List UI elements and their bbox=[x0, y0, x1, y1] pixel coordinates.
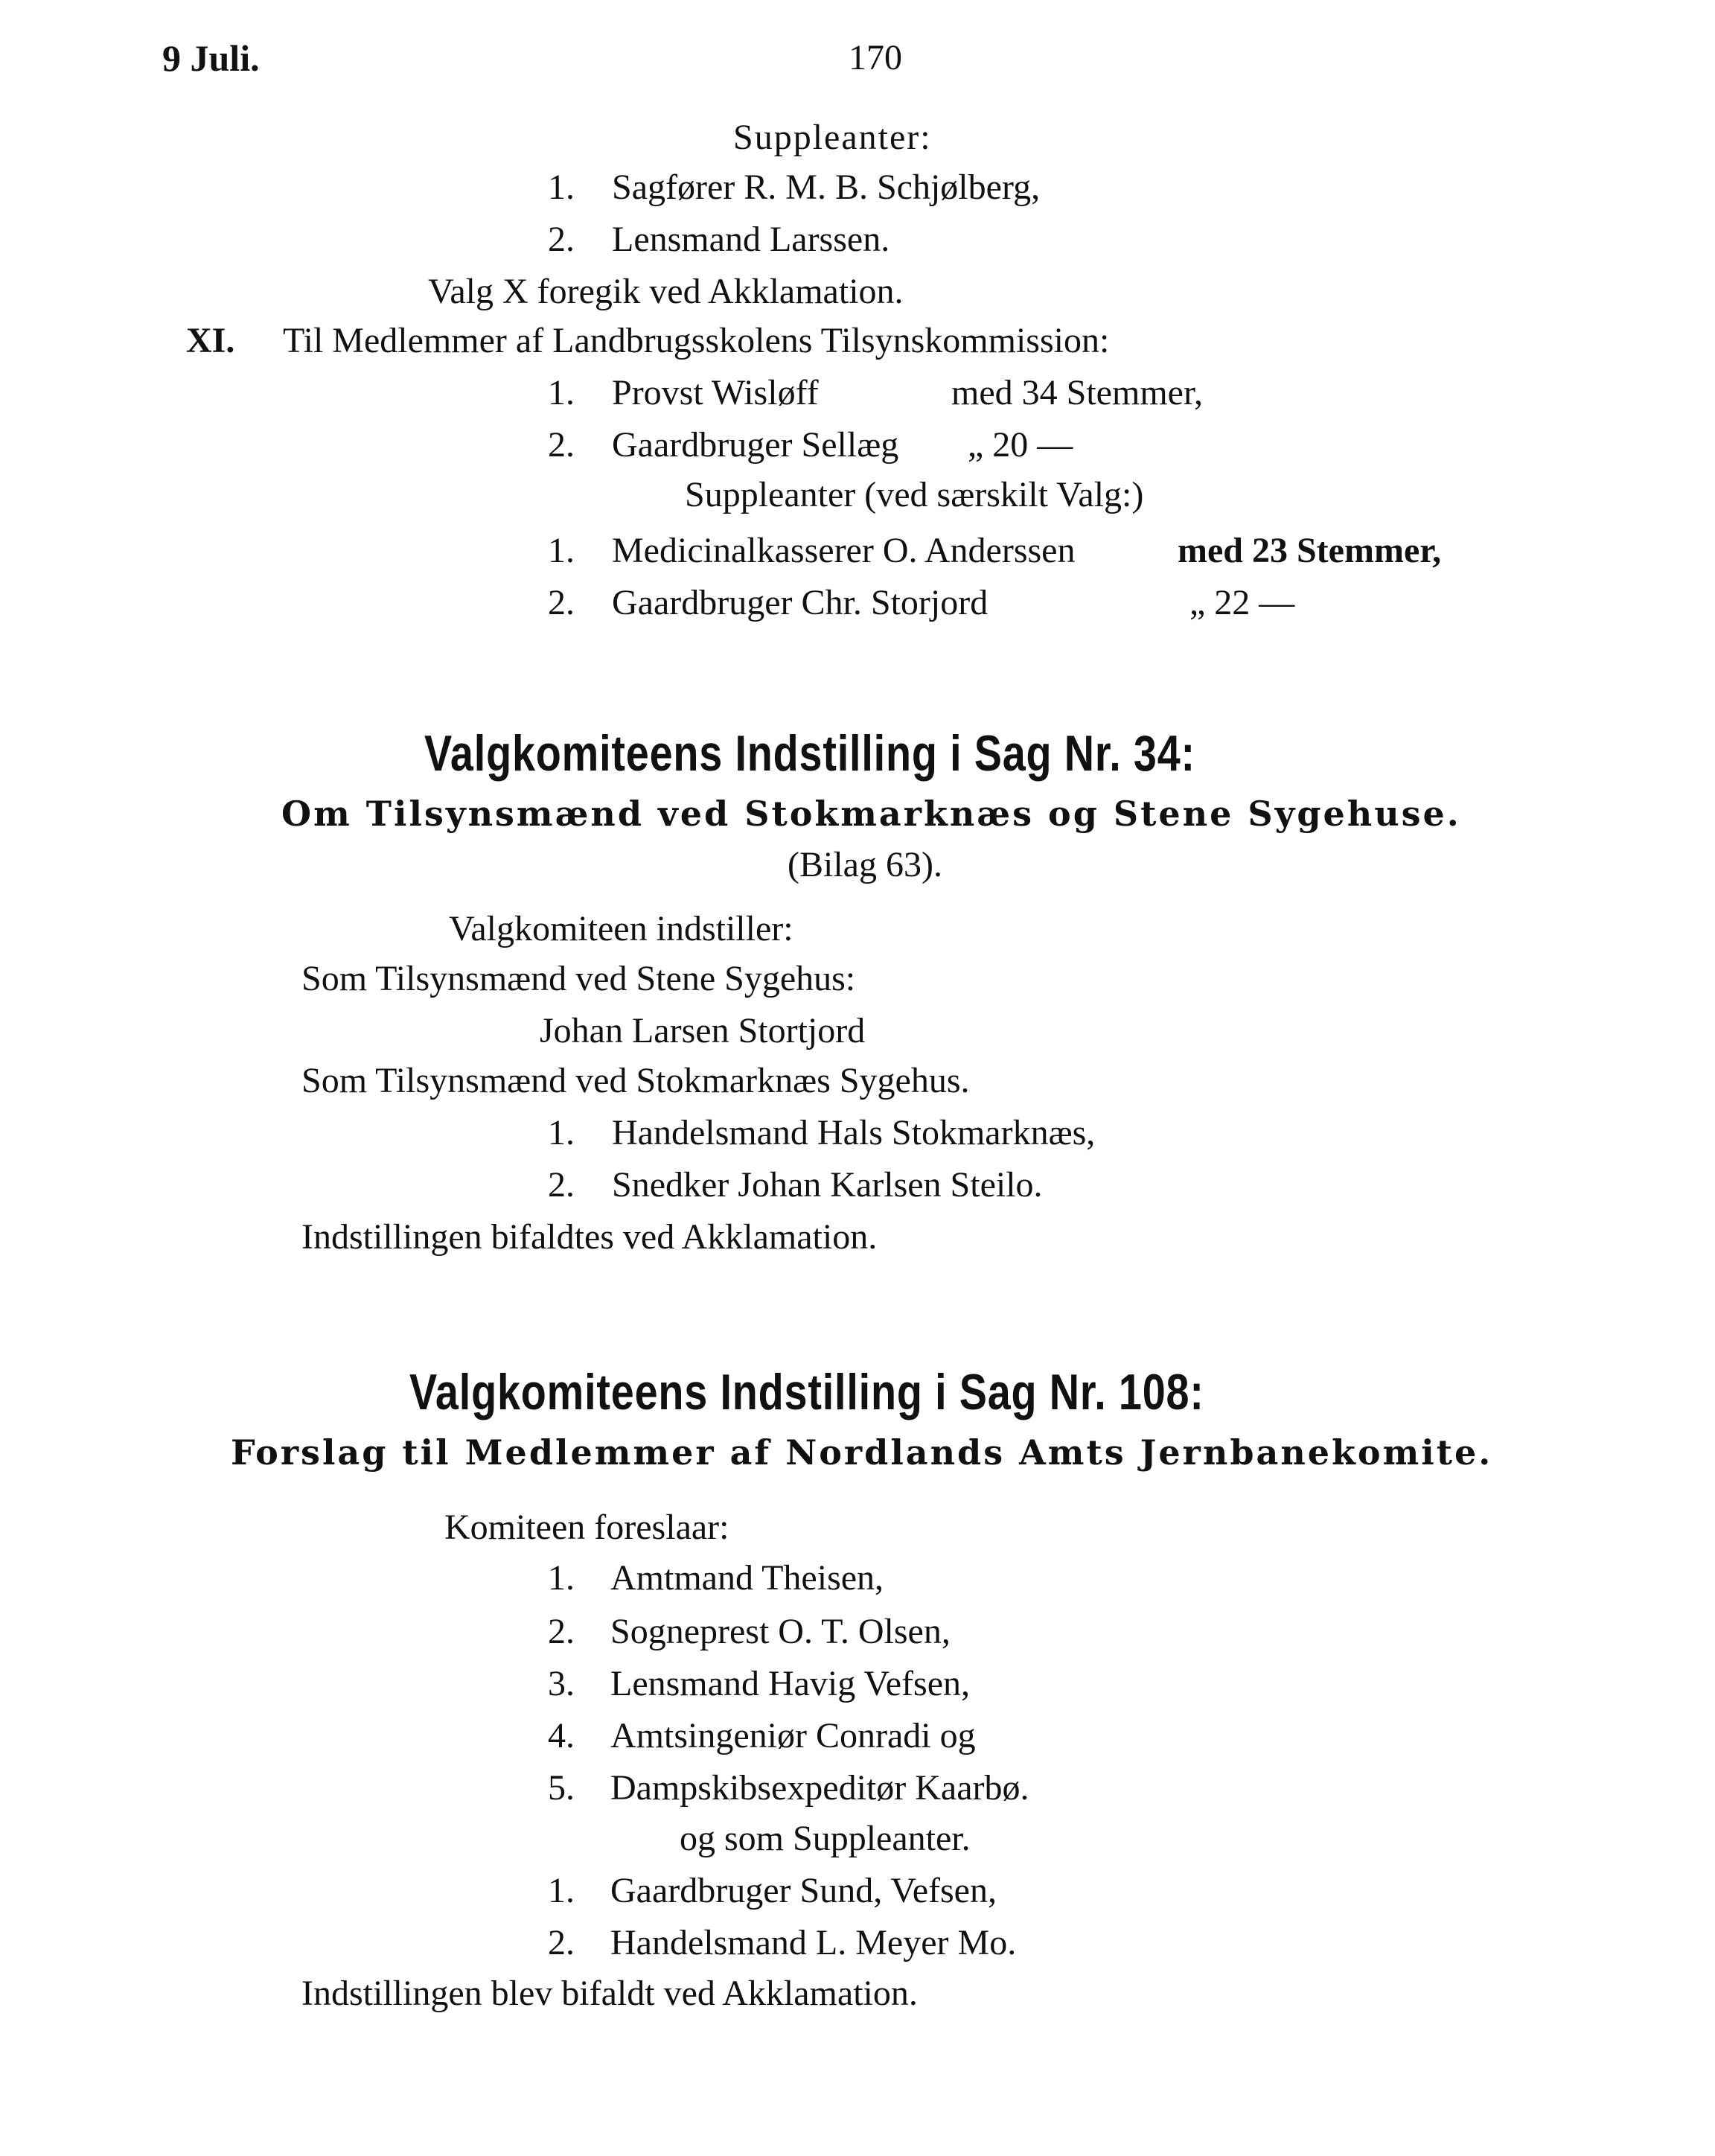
member-supp-votes: „ 22 — bbox=[1189, 583, 1295, 622]
member-number: 2. bbox=[548, 425, 575, 465]
section-34-bilag: (Bilag 63). bbox=[788, 845, 942, 884]
suppleant-name: Sagfører R. M. B. Schjølberg, bbox=[612, 168, 1041, 207]
page-number: 170 bbox=[849, 38, 902, 77]
section-34-subtitle: Om Tilsynsmænd ved Stokmarknæs og Stene Sygehuse. bbox=[281, 794, 1461, 834]
committee-supp-number: 2. bbox=[548, 1923, 575, 1962]
committee-item-name: Sogneprest O. T. Olsen, bbox=[610, 1612, 951, 1651]
committee-item-number: 2. bbox=[548, 1612, 575, 1651]
stok-item-name: Handelsmand Hals Stokmarknæs, bbox=[612, 1113, 1096, 1152]
valg-x-note: Valg X foregik ved Akklamation. bbox=[428, 272, 904, 311]
member-supp-number: 2. bbox=[548, 583, 575, 622]
member-supp-votes: med 23 Stemmer, bbox=[1178, 531, 1442, 570]
section-34-result: Indstillingen bifaldtes ved Akklamation. bbox=[301, 1217, 878, 1257]
section-108-intro: Komiteen foreslaar: bbox=[444, 1508, 729, 1547]
stokmarknaes-heading: Som Tilsynsmænd ved Stokmarknæs Sygehus. bbox=[301, 1061, 970, 1100]
member-supp-name: Medicinalkasserer O. Anderssen bbox=[612, 531, 1076, 570]
committee-supp-name: Gaardbruger Sund, Vefsen, bbox=[610, 1871, 997, 1910]
section-108-title: Valgkomiteens Indstilling i Sag Nr. 108: bbox=[409, 1364, 1204, 1420]
members-supp-heading: Suppleanter (ved særskilt Valg:) bbox=[685, 475, 1144, 514]
suppleant-name: Lensmand Larssen. bbox=[612, 220, 890, 259]
committee-item-name: Lensmand Havig Vefsen, bbox=[610, 1664, 970, 1703]
committee-item-number: 1. bbox=[548, 1558, 575, 1598]
committee-item-name: Amtmand Theisen, bbox=[610, 1558, 884, 1598]
committee-item-name: Dampskibsexpeditør Kaarbø. bbox=[610, 1768, 1029, 1808]
section-108-subtitle: Forslag til Medlemmer af Nordlands Amts Jernbanekomite. bbox=[231, 1432, 1493, 1473]
section-34-intro: Valgkomiteen indstiller: bbox=[449, 909, 793, 948]
stene-name: Johan Larsen Stortjord bbox=[540, 1011, 866, 1050]
suppleant-number: 2. bbox=[548, 220, 575, 259]
member-votes: „ 20 — bbox=[968, 425, 1073, 465]
member-number: 1. bbox=[548, 373, 575, 412]
stok-item-number: 2. bbox=[548, 1165, 575, 1205]
committee-item-name: Amtsingeniør Conradi og bbox=[610, 1716, 976, 1755]
xi-label: XI. bbox=[186, 321, 235, 360]
section-108-result: Indstillingen blev bifaldt ved Akklamation. bbox=[301, 1974, 918, 2013]
committee-supp-number: 1. bbox=[548, 1871, 575, 1910]
member-supp-name: Gaardbruger Chr. Storjord bbox=[612, 583, 989, 622]
member-votes: med 34 Stemmer, bbox=[951, 373, 1204, 412]
committee-supp-heading: og som Suppleanter. bbox=[680, 1819, 971, 1858]
header-date: 9 Juli. bbox=[162, 37, 260, 79]
committee-item-number: 4. bbox=[548, 1716, 575, 1755]
section-34-title: Valgkomiteens Indstilling i Sag Nr. 34: bbox=[424, 725, 1195, 782]
xi-text: Til Medlemmer af Landbrugsskolens Tilsynskommission: bbox=[283, 321, 1110, 360]
stok-item-name: Snedker Johan Karlsen Steilo. bbox=[612, 1165, 1043, 1205]
suppleanter-heading: Suppleanter: bbox=[733, 118, 932, 157]
committee-supp-name: Handelsmand L. Meyer Mo. bbox=[610, 1923, 1017, 1962]
committee-item-number: 5. bbox=[548, 1768, 575, 1808]
stok-item-number: 1. bbox=[548, 1113, 575, 1152]
member-supp-number: 1. bbox=[548, 531, 575, 570]
suppleant-number: 1. bbox=[548, 168, 575, 207]
member-name: Provst Wisløff bbox=[612, 373, 819, 412]
member-name: Gaardbruger Sellæg bbox=[612, 425, 899, 465]
stene-heading: Som Tilsynsmænd ved Stene Sygehus: bbox=[301, 959, 856, 998]
committee-item-number: 3. bbox=[548, 1664, 575, 1703]
